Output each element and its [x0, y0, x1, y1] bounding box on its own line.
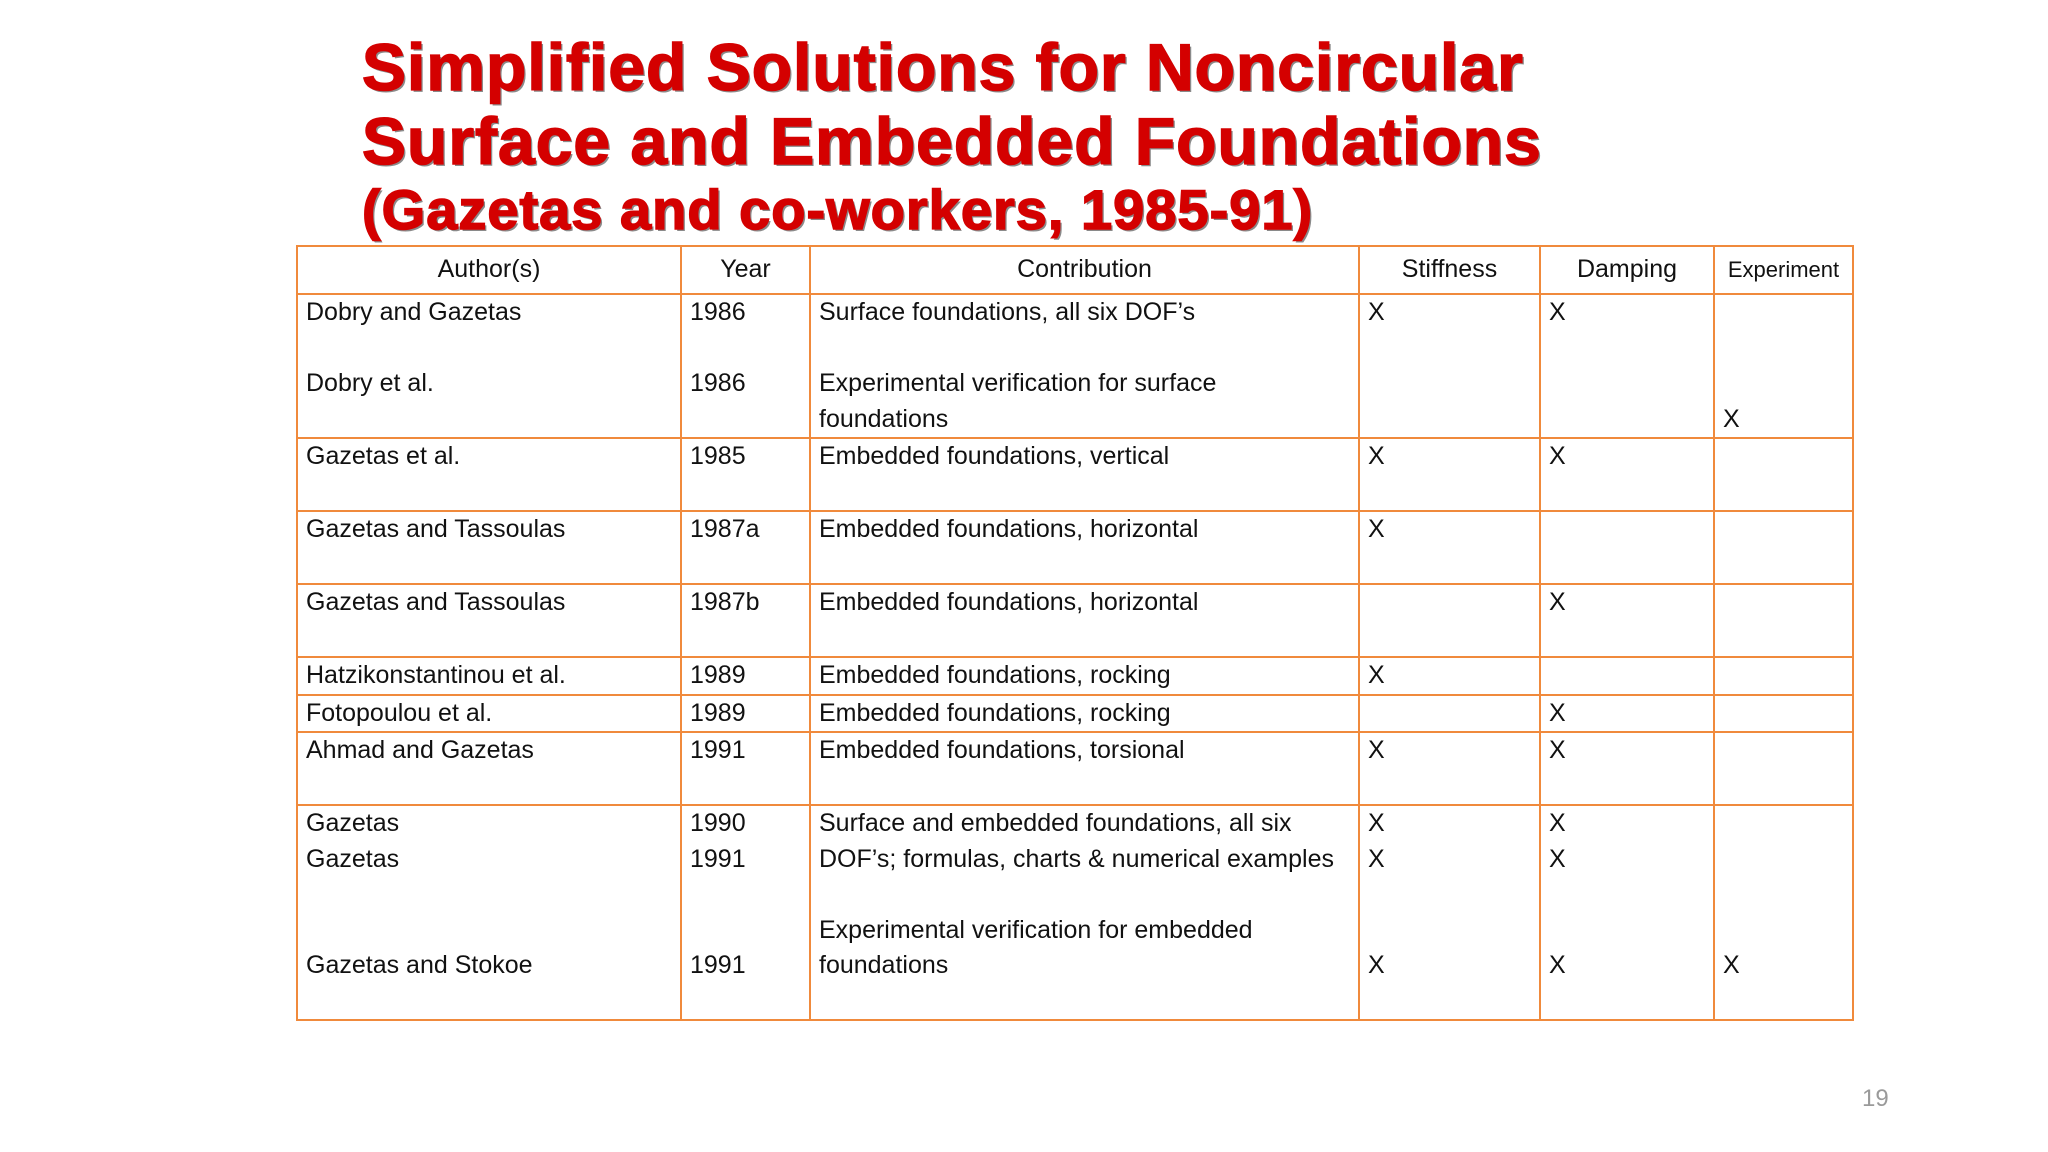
page-number: 19 — [1862, 1085, 1889, 1112]
author-line — [306, 913, 672, 949]
year-line — [690, 621, 801, 657]
experiment-line — [1723, 733, 1844, 769]
experiment-line: X — [1723, 951, 1740, 979]
damping-cell — [1540, 294, 1714, 438]
author-line: Gazetas — [306, 809, 400, 837]
stiffness-line — [1368, 696, 1531, 732]
experiment-cell — [1714, 294, 1853, 438]
results-table — [296, 245, 1854, 1021]
experiment-line — [1723, 658, 1844, 694]
contribution-cell — [810, 695, 1359, 733]
author-cell — [297, 511, 681, 584]
damping-line — [1549, 621, 1705, 657]
author-line — [306, 548, 672, 584]
year-line — [690, 548, 801, 584]
year-line: 1985 — [690, 442, 746, 470]
stiffness-line — [1368, 475, 1531, 511]
experiment-cell — [1714, 657, 1853, 695]
stiffness-line — [1368, 877, 1531, 913]
year-line — [690, 402, 801, 438]
stiffness-cell — [1359, 805, 1540, 1020]
author-line — [306, 621, 672, 657]
contribution-cell — [810, 732, 1359, 805]
experiment-line — [1723, 984, 1844, 1020]
experiment-cell — [1714, 511, 1853, 584]
stiffness-line — [1368, 585, 1531, 621]
contribution-cell — [810, 294, 1359, 438]
author-line: Gazetas et al. — [306, 442, 461, 470]
author-line: Fotopoulou et al. — [306, 698, 493, 727]
author-cell — [297, 294, 681, 438]
stiffness-line: X — [1368, 736, 1385, 764]
contribution-line: Embedded foundations, horizontal — [819, 515, 1199, 543]
table-row — [297, 438, 1853, 511]
damping-line — [1549, 769, 1705, 805]
contribution-line: Embedded foundations, torsional — [819, 736, 1185, 764]
author-line — [306, 475, 672, 511]
experiment-line — [1723, 475, 1844, 511]
damping-cell — [1540, 695, 1714, 733]
year-line: 1990 — [690, 809, 746, 837]
experiment-line — [1723, 439, 1844, 475]
stiffness-line: X — [1368, 298, 1385, 326]
author-line — [306, 984, 672, 1020]
damping-line — [1549, 548, 1705, 584]
stiffness-line — [1368, 621, 1531, 657]
stiffness-cell — [1359, 438, 1540, 511]
header-authors: Author(s) — [297, 246, 681, 294]
experiment-line — [1723, 331, 1844, 367]
contribution-cell — [810, 438, 1359, 511]
year-cell — [681, 294, 810, 438]
contribution-line: Surface and embedded foundations, all six — [819, 809, 1292, 837]
header-contribution: Contribution — [810, 246, 1359, 294]
title-line-1: Simplified Solutions for Noncircular — [362, 30, 1524, 104]
damping-cell — [1540, 511, 1714, 584]
author-cell — [297, 732, 681, 805]
year-cell — [681, 657, 810, 695]
damping-line: X — [1549, 442, 1566, 470]
contribution-line: Embedded foundations, horizontal — [819, 588, 1199, 616]
stiffness-line: X — [1368, 809, 1385, 837]
experiment-line — [1723, 769, 1844, 805]
author-line: Gazetas — [306, 844, 400, 873]
experiment-cell — [1714, 584, 1853, 657]
damping-line — [1549, 512, 1705, 548]
experiment-line: X — [1723, 404, 1740, 433]
year-cell — [681, 511, 810, 584]
contribution-cell — [810, 805, 1359, 1020]
table-header-row — [297, 246, 1853, 294]
stiffness-line — [1368, 402, 1531, 438]
stiffness-line: X — [1368, 515, 1385, 543]
contribution-cell — [810, 657, 1359, 695]
stiffness-cell — [1359, 511, 1540, 584]
title-line-3: (Gazetas and co-workers, 1985-91) — [362, 178, 1314, 241]
author-line — [306, 877, 672, 913]
damping-line — [1549, 402, 1705, 438]
year-line — [690, 913, 801, 949]
author-line: Gazetas and Stokoe — [306, 951, 533, 979]
stiffness-cell — [1359, 657, 1540, 695]
damping-line: X — [1549, 736, 1566, 764]
experiment-line — [1723, 842, 1844, 878]
year-line: 1991 — [690, 951, 746, 979]
stiffness-line: X — [1368, 442, 1385, 470]
stiffness-line — [1368, 366, 1531, 402]
contribution-cell — [810, 584, 1359, 657]
stiffness-cell — [1359, 732, 1540, 805]
experiment-line — [1723, 585, 1844, 621]
experiment-cell — [1714, 805, 1853, 1020]
table-row — [297, 511, 1853, 584]
table-body — [297, 294, 1853, 1020]
author-line: Dobry and Gazetas — [306, 298, 522, 326]
damping-line — [1549, 331, 1705, 367]
experiment-line — [1723, 512, 1844, 548]
table-row — [297, 584, 1853, 657]
contribution-line: Experimental verification for surface — [819, 369, 1217, 397]
damping-cell — [1540, 805, 1714, 1020]
stiffness-cell — [1359, 584, 1540, 657]
year-line: 1987b — [690, 588, 760, 616]
header-damping: Damping — [1540, 246, 1714, 294]
contribution-line: foundations — [819, 951, 949, 979]
year-line: 1991 — [690, 844, 746, 873]
year-line: 1991 — [690, 736, 746, 764]
stiffness-line: X — [1368, 661, 1385, 689]
experiment-line — [1723, 366, 1844, 402]
year-line — [690, 984, 801, 1020]
slide-title — [362, 30, 1542, 242]
contribution-line — [819, 877, 1350, 913]
stiffness-line — [1368, 913, 1531, 949]
header-experiment: Experiment — [1714, 246, 1853, 294]
stiffness-line: X — [1368, 951, 1385, 979]
damping-line: X — [1549, 298, 1566, 326]
contribution-line — [819, 984, 1350, 1020]
contribution-line: Embedded foundations, rocking — [819, 661, 1171, 689]
damping-line: X — [1549, 951, 1566, 979]
year-cell — [681, 584, 810, 657]
title-line-2: Surface and Embedded Foundations — [362, 104, 1542, 178]
contribution-line: DOF’s; formulas, charts & numerical examples — [819, 844, 1334, 873]
author-cell — [297, 584, 681, 657]
year-line — [690, 877, 801, 913]
stiffness-line: X — [1368, 844, 1385, 873]
damping-line: X — [1549, 809, 1566, 837]
contribution-line: Surface foundations, all six DOF’s — [819, 298, 1196, 326]
experiment-line — [1723, 696, 1844, 732]
experiment-line — [1723, 621, 1844, 657]
year-cell — [681, 805, 810, 1020]
table-row — [297, 732, 1853, 805]
experiment-line — [1723, 877, 1844, 913]
contribution-line — [819, 475, 1350, 511]
year-line — [690, 769, 801, 805]
year-line: 1989 — [690, 661, 746, 689]
table-row — [297, 695, 1853, 733]
year-cell — [681, 438, 810, 511]
header-year: Year — [681, 246, 810, 294]
damping-line: X — [1549, 588, 1566, 616]
damping-line: X — [1549, 844, 1566, 873]
damping-cell — [1540, 584, 1714, 657]
table-row — [297, 294, 1853, 438]
author-cell — [297, 695, 681, 733]
author-line: Gazetas and Tassoulas — [306, 515, 566, 543]
table-row — [297, 657, 1853, 695]
contribution-line — [819, 769, 1350, 805]
author-line — [306, 331, 672, 367]
damping-line: X — [1549, 698, 1566, 727]
author-line — [306, 402, 672, 438]
author-line: Hatzikonstantinou et al. — [306, 661, 566, 689]
experiment-line — [1723, 295, 1844, 331]
author-line: Ahmad and Gazetas — [306, 736, 534, 764]
year-line: 1989 — [690, 698, 746, 727]
experiment-cell — [1714, 695, 1853, 733]
author-cell — [297, 805, 681, 1020]
year-cell — [681, 695, 810, 733]
year-line: 1986 — [690, 369, 746, 397]
stiffness-cell — [1359, 294, 1540, 438]
stiffness-line — [1368, 548, 1531, 584]
experiment-cell — [1714, 732, 1853, 805]
contribution-line — [819, 331, 1350, 367]
year-line: 1987a — [690, 515, 760, 543]
damping-line — [1549, 913, 1705, 949]
author-cell — [297, 438, 681, 511]
year-cell — [681, 732, 810, 805]
experiment-cell — [1714, 438, 1853, 511]
contribution-line: foundations — [819, 404, 949, 433]
year-line — [690, 475, 801, 511]
header-stiffness: Stiffness — [1359, 246, 1540, 294]
contribution-line — [819, 621, 1350, 657]
author-line: Gazetas and Tassoulas — [306, 588, 566, 616]
damping-line — [1549, 658, 1705, 694]
author-line — [306, 769, 672, 805]
author-cell — [297, 657, 681, 695]
stiffness-line — [1368, 984, 1531, 1020]
damping-cell — [1540, 438, 1714, 511]
contribution-line: Experimental verification for embedded — [819, 915, 1253, 944]
contribution-line: Embedded foundations, rocking — [819, 698, 1171, 727]
table-row — [297, 805, 1853, 1020]
stiffness-line — [1368, 769, 1531, 805]
damping-cell — [1540, 732, 1714, 805]
stiffness-line — [1368, 331, 1531, 367]
damping-cell — [1540, 657, 1714, 695]
contribution-line — [819, 548, 1350, 584]
damping-line — [1549, 984, 1705, 1020]
experiment-line — [1723, 548, 1844, 584]
year-line — [690, 331, 801, 367]
experiment-line — [1723, 913, 1844, 949]
damping-line — [1549, 877, 1705, 913]
damping-line — [1549, 366, 1705, 402]
damping-line — [1549, 475, 1705, 511]
experiment-line — [1723, 806, 1844, 842]
contribution-line: Embedded foundations, vertical — [819, 442, 1170, 470]
year-line: 1986 — [690, 298, 746, 326]
contribution-cell — [810, 511, 1359, 584]
author-line: Dobry et al. — [306, 369, 434, 397]
stiffness-cell — [1359, 695, 1540, 733]
